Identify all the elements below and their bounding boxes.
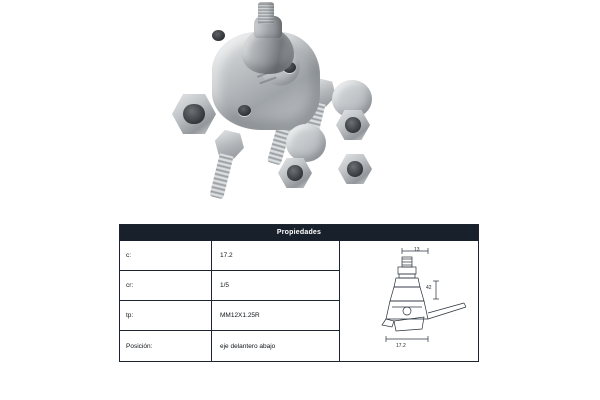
dimension-label-3: 17.2 xyxy=(396,343,406,349)
flange-lobe xyxy=(286,124,326,162)
property-key: tp: xyxy=(120,301,212,330)
table-row xyxy=(120,241,339,271)
product-photo xyxy=(150,2,450,212)
property-key: c: xyxy=(120,241,212,270)
table-row xyxy=(120,271,339,301)
ball-joint-dimension-drawing xyxy=(340,241,479,361)
dimension-label-2: 42 xyxy=(426,285,432,291)
hex-flange-nut-1 xyxy=(172,94,216,134)
property-value: eje delantero abajo xyxy=(220,342,276,350)
property-key: cr: xyxy=(120,271,212,300)
properties-rows xyxy=(120,241,340,361)
properties-table-body xyxy=(120,241,478,361)
hex-flange-nut-4 xyxy=(278,158,312,188)
dimension-drawing-svg xyxy=(340,241,479,361)
property-value: MM12X1.25R xyxy=(220,312,260,319)
hex-flange-nut-3 xyxy=(338,154,372,184)
table-row xyxy=(120,331,339,361)
flange-bolt-hole xyxy=(212,30,225,41)
property-value: 1/5 xyxy=(220,282,230,289)
properties-table xyxy=(119,224,479,362)
ball-joint-threaded-stud xyxy=(258,2,274,24)
dimension-label-1: 13 xyxy=(414,247,420,253)
property-value: 17.2 xyxy=(220,252,233,259)
properties-table-header: Propiedades xyxy=(120,225,478,241)
property-key: Posición: xyxy=(120,331,212,361)
flange-bolt-hole xyxy=(238,105,251,116)
table-row xyxy=(120,301,339,331)
diagram-cell xyxy=(340,241,478,361)
bolt-shank xyxy=(209,153,233,199)
